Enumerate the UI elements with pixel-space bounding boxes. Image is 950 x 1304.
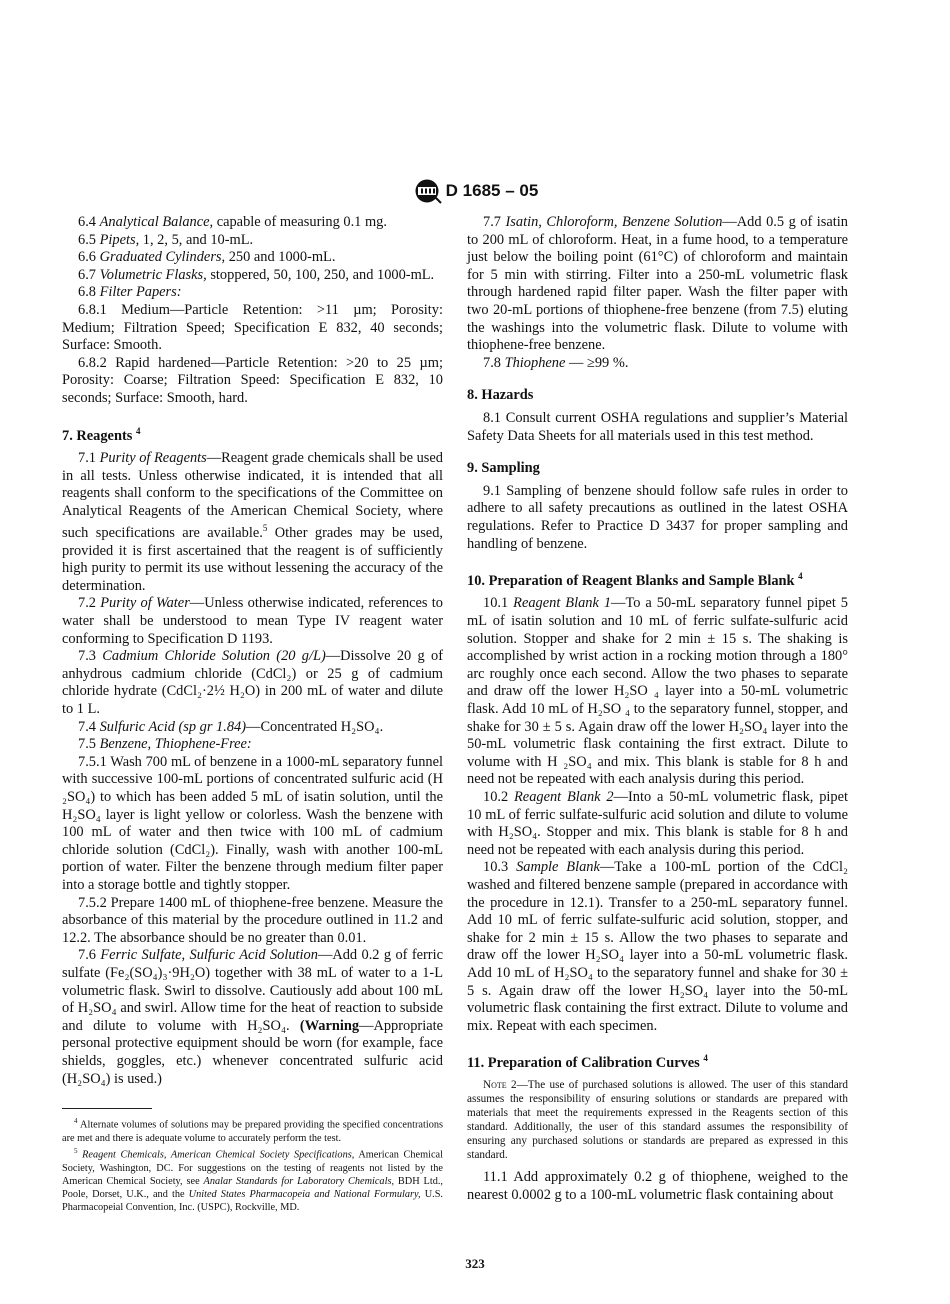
heading-reagent-blanks: 10. Preparation of Reagent Blanks and Sample Blank $^4$ (467, 571, 803, 589)
section-7-6: 7.6 Ferric Sulfate, Sulfuric Acid Solution—Add 0.2 g of ferric sulfate (Fe₂(SO₄)₃·9H₂O) together with 38 mL of water to a 1-L volumetric flask. Swirl to dissolve. Cautiously add about 100 mL of H₂SO₄ and swirl. Allow time for the heat of reaction to subside and dilute to volume with H₂SO₄. (Warning—Appropriate personal protective equipment should be worn (for example, face shields, goggles, etc.) whenever concentrated sulfuric acid (H₂SO₄) is used.) (62, 947, 443, 1087)
section-6-5: 6.5 Pipets, 1, 2, 5, and 10-mL. (78, 231, 254, 248)
section-11-1: 11.1 Add approximately 0.2 g of thiophene, weighed to the nearest 0.0002 g to a 100-mL volumetric flask containing about (467, 1169, 848, 1203)
section-6-6: 6.6 Graduated Cylinders, 250 and 1000-mL. (78, 249, 336, 266)
section-6-8: 6.8 Filter Papers: (78, 284, 182, 301)
section-6-4: 6.4 Analytical Balance, capable of measuring 0.1 mg. (78, 214, 387, 230)
section-7-1: 7.1 Purity of Reagents—Reagent grade chemicals shall be used in all tests. Unless otherwise indicated, it is intended that all reagents shall conform to the specifications of the Committee on Analytical Reagents of the American Chemical Society, where such specifications are available.$^5$ Other grades may be used, provided it is first ascertained that the reagent is of sufficiently high purity to permit its use without lessening the accuracy of the determination. (62, 449, 443, 594)
section-10-1: 10.1 Reagent Blank 1—To a 50-mL separatory funnel pipet 5 mL of isatin solution and 10 mL of ferric sulfate-sulfuric acid solution. Stopper and shake for 2 min ± 15 s. The shaking is accomplished by wrist action in a rocking motion through a 180° arc roughly once each second. Allow the two phases to separate and draw off the lower H₂SO ₄ layer into a 50-mL volumetric flask. Add 10 mL of H₂SO ₄ to the separatory funnel, stopper, and shake for 30 ± 5 s. Again draw off the lower H₂SO₄ layer into the 50-mL volumetric flask containing the first extract. Dilute to volume with H ₂SO₄ and mix. This blank is stable for 8 h and need not be repeated with each analysis during this period. (467, 595, 848, 788)
section-7-5-2: 7.5.2 Prepare 1400 mL of thiophene-free benzene. Measure the absorbance of this material by the procedure outlined in 11.2 and 12.2. The absorbance should be no greater than 0.01. (62, 894, 443, 946)
section-10-3: 10.3 Sample Blank—Take a 100-mL portion of the CdCl₂ washed and filtered benzene sample (prepared in accordance with the procedure in 12.1). Transfer to a 250-mL separatory funnel. Add 10 mL of ferric sulfate-sulfuric acid solution, stopper, and shake for 2 min ± 15 s. Allow the two phases to separate and draw off the lower H₂SO₄ layer into a 50-mL volumetric flask. Add 10 mL of H₂SO₄ to the separatory funnel and shake for 30 ± 5 s. Again draw off the lower H₂SO₄ layer into the 50-mL volumetric flask containing the first extract. Dilute to volume and mix. Repeat with each specimen. (467, 859, 848, 1034)
section-6-7: 6.7 Volumetric Flasks, stoppered, 50, 100, 250, and 1000-mL. (78, 266, 435, 283)
section-7-5: 7.5 Benzene, Thiophene-Free: (78, 736, 252, 753)
heading-calibration-curves: 11. Preparation of Calibration Curves $^4$ (467, 1053, 708, 1072)
section-7-3: 7.3 Cadmium Chloride Solution (20 g/L)—Dissolve 20 g of anhydrous cadmium chloride (CdCl₂) or 25 g of cadmium chloride hydrate (CdCl₂·2½ H₂O) in 200 mL of water and dilute to 1 L. (62, 648, 443, 718)
footnote-5: $^5$ Reagent Chemicals, American Chemical Society Specifications, American Chemical Society, Washington, DC. For suggestions on the testing of reagents not listed by the American Chemical Society, see Analar Standards for Laboratory Chemicals, BDH Ltd., Poole, Dorset, U.K., and the United States Pharmacopeia and National Formulary, U.S. Pharmacopeial Convention, Inc. (USPC), Rockville, MD. (62, 1146, 444, 1214)
heading-reagents: 7. Reagents $^4$ (62, 425, 141, 444)
section-7-8: 7.8 Thiophene — ≥99 %. (483, 354, 629, 371)
note-2: Note 2—The use of purchased solutions is allowed. The user of this standard assumes the responsibility of ensuring solutions or standards are prepared with materials that meet the requirements expressed in the Reagents section of this standard. Additionally, the user of this standard assumes the responsibility of ensuring any purchased solutions or standards are prepared as expressed in this standard. (467, 1078, 848, 1162)
footnote-4: $^4$ Alternate volumes of solutions may be prepared providing the specified concentrations are met and there is adequate volume to accurately perform the test. (62, 1117, 443, 1144)
section-10-2: 10.2 Reagent Blank 2—Into a 50-mL volumetric flask, pipet 10 mL of ferric sulfate-sulfuric acid solution and dilute to volume with H₂SO₄. Stopper and mix. This blank is stable for 8 h and need not be repeated with each analysis during this period. (467, 789, 849, 858)
right-column (467, 214, 848, 1204)
footnote-rule (62, 1108, 152, 1109)
section-6-8-1: 6.8.1 Medium—Particle Retention: >11 µm; Porosity: Medium; Filtration Speed; Specification E 832, 40 seconds; Surface: Smooth. (62, 301, 443, 354)
heading-sampling: 9. Sampling (467, 460, 540, 477)
section-7-2: 7.2 Purity of Water—Unless otherwise indicated, references to water shall be understood to mean Type IV reagent water conforming to Specification D 1193. (62, 595, 443, 647)
section-7-5-1: 7.5.1 Wash 700 mL of benzene in a 1000-mL separatory funnel with successive 100-mL portions of concentrated sulfuric acid (H ₂SO₄) to which has been added 5 mL of isatin solution, until the H₂SO₄ layer is light yellow or colorless. Wash the benzene with 100 mL of water and then twice with 100 mL of cadmium chloride solution (CdCl₂). Finally, wash with another 100-mL portion of water. Filter the benzene through medium filter paper into a storage bottle and tightly stopper. (62, 753, 443, 893)
section-9-1: 9.1 Sampling of benzene should follow safe rules in order to adhere to all safety precautions as outlined in the latest OSHA regulations. Refer to Practice D 3437 for proper sampling and handling of benzene. (467, 482, 848, 552)
section-7-7: 7.7 Isatin, Chloroform, Benzene Solution—Add 0.5 g of isatin to 200 mL of chloroform. Heat, in a fume hood, to a temperature just below the boiling point (61°C) of chloroform and maintain for 5 min with stirring. Filter into a 250-mL volumetric flask through hardened rapid filter paper. Wash the filter paper with two 20-mL portions of thiophene-free benzene (from 7.5) eluting the washings into the volumetric flask. Dilute to volume with thiophene-free benzene. (467, 214, 848, 354)
heading-hazards: 8. Hazards (467, 387, 534, 404)
page-number: 323 (465, 1256, 485, 1271)
left-column (62, 214, 443, 1214)
page-header (0, 178, 950, 204)
section-6-8-2: 6.8.2 Rapid hardened—Particle Retention: >20 to 25 µm; Porosity: Coarse; Filtration Speed: Specification E 832, 10 seconds; Surface: Smooth, hard. (62, 354, 443, 406)
section-7-4: 7.4 Sulfuric Acid (sp gr 1.84)—Concentrated H₂SO₄. (78, 718, 384, 735)
standard-designation: D 1685 – 05 (445, 181, 539, 200)
section-8-1: 8.1 Consult current OSHA regulations and supplier’s Material Safety Data Sheets for all materials used in this test method. (467, 409, 848, 444)
astm-logo-icon (412, 178, 442, 204)
